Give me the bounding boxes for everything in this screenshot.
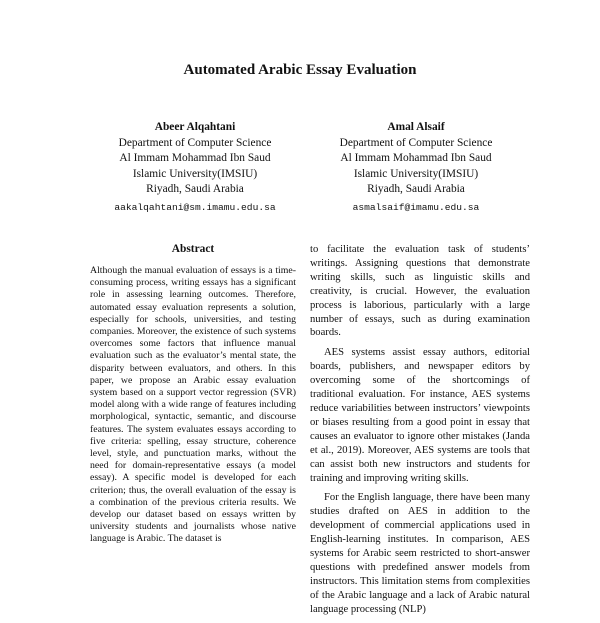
body-column-right [310,243,530,623]
author-university-line2: Islamic University(IMSIU) [353,167,479,180]
author-university-line2: Islamic University(IMSIU) [132,167,258,180]
abstract-heading: Abstract [171,243,215,255]
author-department: Department of Computer Science [339,136,493,149]
author-name: Abeer Alqahtani [154,121,236,133]
body-paragraph-2: AES systems assist essay authors, editorial boards, publishers, and newspaper editors by overcoming some of the shortcomings of traditional evaluation. For instance, AES systems reduce variabilities between instructors’ viewpoints or biases resulting from a good point in essay that causes an evaluator to ignore other mistakes (Janda et al., 2019). Moreover, AES systems are tools that can assist both new instructors and students for training and improving writing skills. [310,347,530,484]
author-university-line1: Al Immam Mohammad Ibn Saud [340,152,492,165]
author-university-line1: Al Immam Mohammad Ibn Saud [119,152,271,165]
author-email: aakalqahtani@sm.imamu.edu.sa [114,201,276,213]
author-department: Department of Computer Science [118,136,272,149]
paper-title: Automated Arabic Essay Evaluation [183,62,417,78]
author-location: Riyadh, Saudi Arabia [367,183,465,196]
author-block-2 [316,120,516,216]
author-name: Amal Alsaif [387,121,445,133]
abstract-text: Although the manual evaluation of essays is a time-consuming process, writing essays has a significant role in assessing learning outcomes. Therefore, automated essay evaluation represents a solution, especially for schools, universities, and testing companies. Moreover, the existence of such systems overcomes some factors that influence manual evaluation such as the evaluator’s mental state, the disparity between evaluators, and others. In this paper, we propose an Arabic essay evaluation system based on a support vector regression (SVR) model along with a wide range of features including morphological, syntactic, semantic, and discourse features. The system evaluates essays according to five criteria: spelling, essay structure, coherence level, style, and punctuation marks, without the need for domain-representative essays (a model essay). A specific model is developed for each criterion; thus, the overall evaluation of the essay is a combination of the previous criteria results. We develop our dataset based on essays written by university students and journalists whose native language is Arabic. The dataset is [90,265,296,545]
author-location: Riyadh, Saudi Arabia [146,183,244,196]
body-paragraph-1: to facilitate the evaluation task of students’ writings. Assigning questions that demonstrate writing skills, such as linguistic skills and creativity, is crucial. However, the evaluation process is laborious, particularly with a large number of essays, such as during examination boards. [310,244,530,339]
body-paragraph-3: For the English language, there have been many studies drafted on AES in addition to the development of commercial applications used in English-learning institutes. In comparison, AES systems for Arabic seem restricted to short-answer questions with predefined answer models from instructors. This limitation stems from complexities of the Arabic language and a lack of Arabic natural language processing (NLP) [310,492,530,615]
author-email: asmalsaif@imamu.edu.sa [352,201,480,213]
author-block-1 [95,120,295,216]
